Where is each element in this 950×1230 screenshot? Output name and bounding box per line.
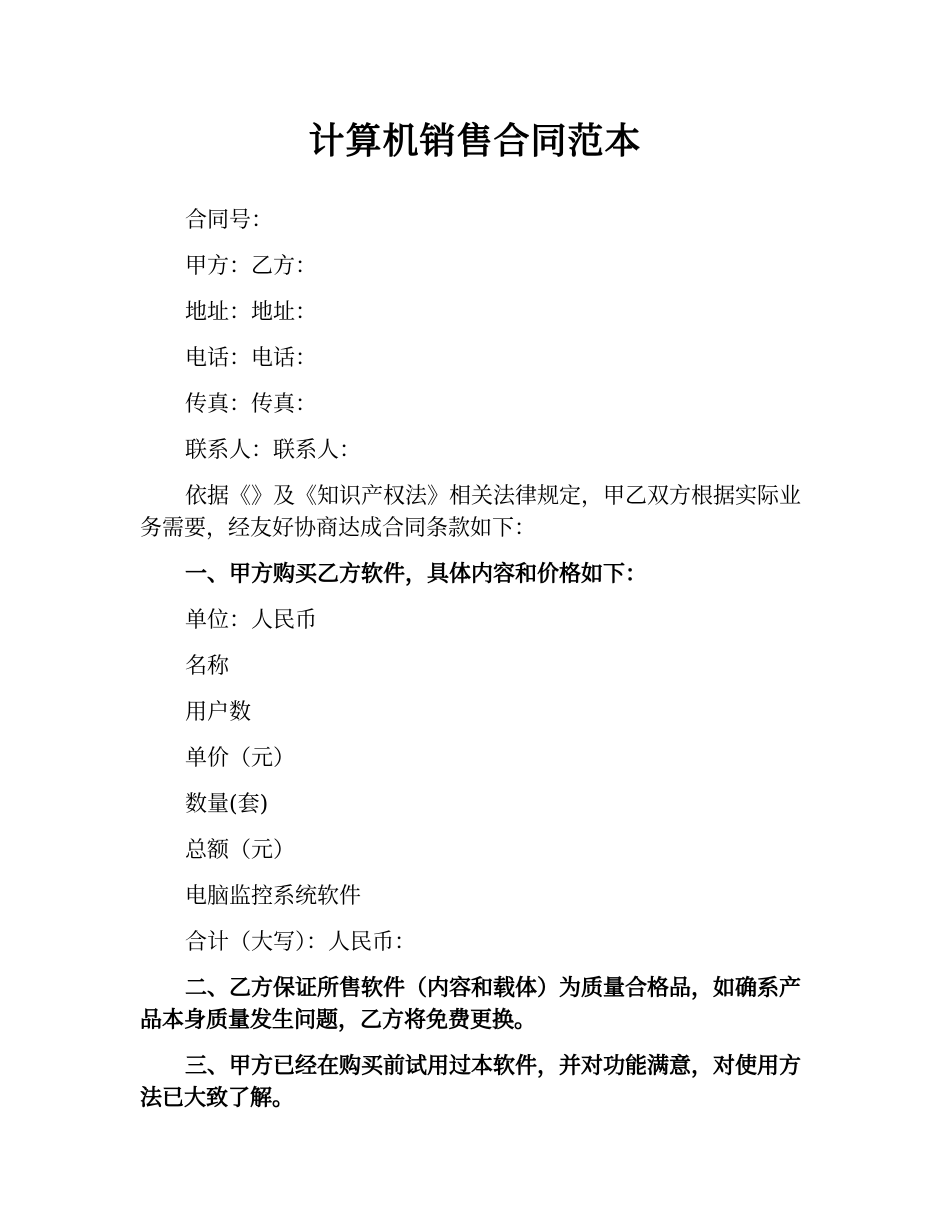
product-name: 电脑监控系统软件 — [185, 884, 362, 909]
preamble-paragraph: 依据《》及《知识产权法》相关法律规定，甲乙双方根据实际业务需要，经友好协商达成合同条款如下： — [140, 484, 802, 541]
contract-number-line: 合同号： — [185, 208, 274, 233]
unit-line: 单位：人民币 — [185, 608, 318, 633]
item-name-label: 名称 — [185, 654, 230, 679]
clause-2-paragraph: 二、乙方保证所售软件（内容和载体）为质量合格品，如确系产品本身质量发生问题，乙方将免费更换。 — [140, 976, 802, 1033]
fax-line: 传真：传真： — [185, 392, 318, 417]
clause-1-heading: 一、甲方购买乙方软件，具体内容和价格如下： — [185, 562, 648, 587]
document-body — [140, 198, 805, 1122]
address-line: 地址：地址： — [185, 300, 318, 325]
phone-line: 电话：电话： — [185, 346, 318, 371]
contact-line: 联系人：联系人： — [185, 438, 362, 463]
user-count-label: 用户数 — [185, 700, 252, 725]
total-in-words-line: 合计（大写）：人民币： — [185, 930, 417, 955]
total-amount-label: 总额（元） — [185, 838, 296, 863]
document-title: 计算机销售合同范本 — [308, 121, 642, 162]
parties-line: 甲方：乙方： — [185, 254, 318, 279]
unit-price-label: 单价（元） — [185, 746, 296, 771]
quantity-label: 数量(套) — [185, 792, 269, 817]
clause-3-paragraph: 三、甲方已经在购买前试用过本软件，并对功能满意，对使用方法已大致了解。 — [140, 1054, 802, 1111]
